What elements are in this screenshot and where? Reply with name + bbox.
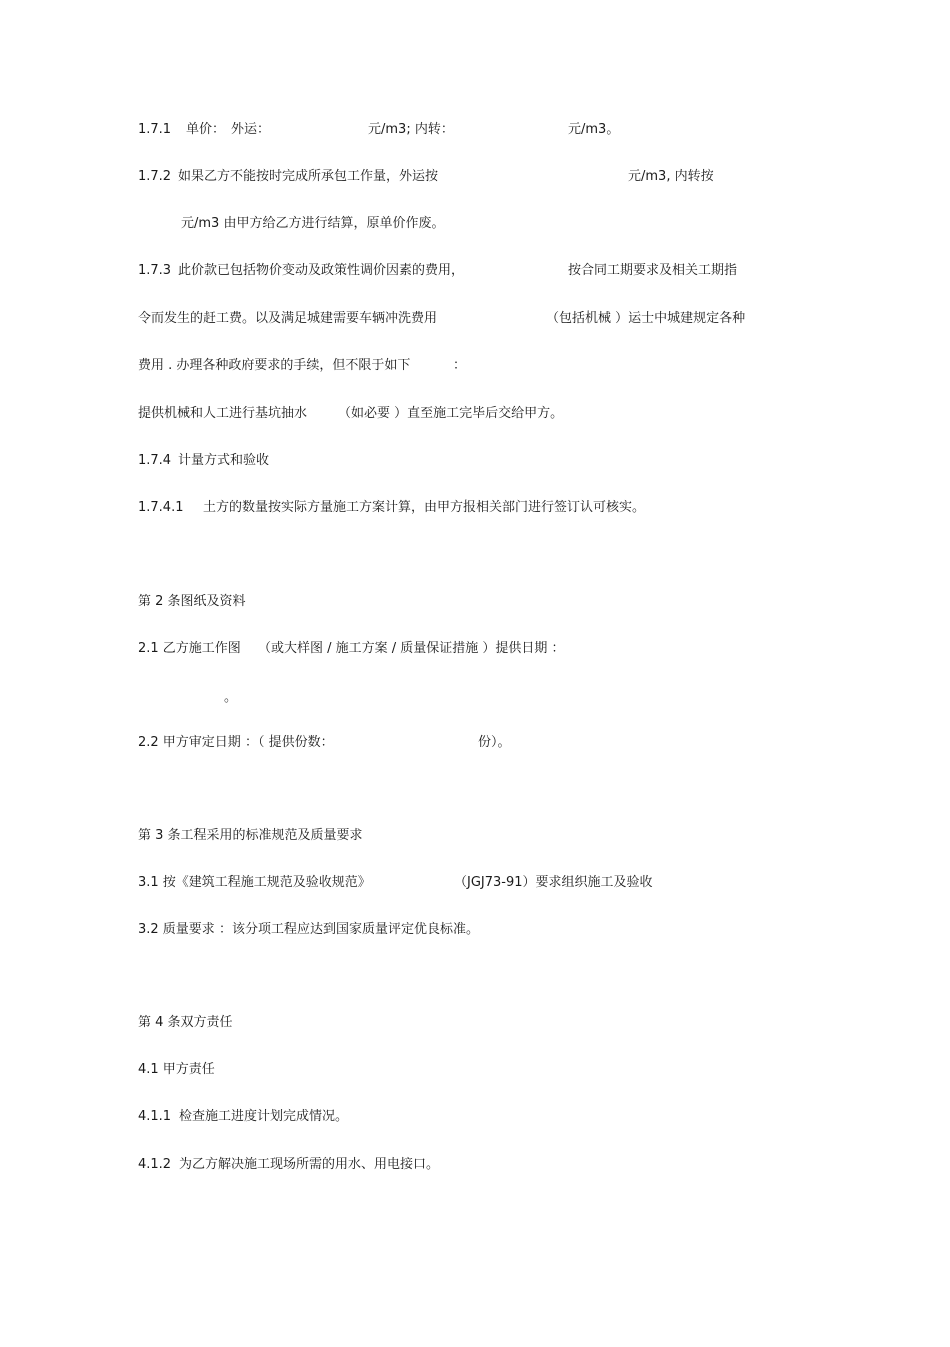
clause-text: 提供机械和人工进行基坑抽水 xyxy=(138,406,308,421)
article-heading: 第 2 条图纸及资料 xyxy=(138,594,246,609)
clause-number: 1.7.4 xyxy=(138,453,172,468)
clause-number: 1.7.2 xyxy=(138,169,172,184)
clause-text: （JGJ73-91）要求组织施工及验收 xyxy=(454,875,653,890)
clause-text: 费用 . 办理各种政府要求的手续，但不限于如下 xyxy=(138,358,411,373)
clause-text: 3.1 按《建筑工程施工规范及验收规范》 xyxy=(138,875,371,890)
clause-text: 单价： xyxy=(186,122,226,137)
clause-text: 2.1 乙方施工作图 xyxy=(138,641,241,656)
clause-text: 外运： xyxy=(231,122,271,137)
clause-text: 3.2 质量要求 ：该分项工程应达到国家质量评定优良标准。 xyxy=(138,922,479,937)
clause-text: 土方的数量按实际方量施工方案计算，由甲方报相关部门进行签订认可核实。 xyxy=(203,500,646,515)
clause-number: 4.1.2 xyxy=(138,1157,172,1172)
clause-text: 如果乙方不能按时完成所承包工作量，外运按 xyxy=(178,169,439,184)
clause-text: ： xyxy=(453,358,467,373)
clause-text: 检查施工进度计划完成情况。 xyxy=(179,1109,349,1124)
clause-number: 1.7.1 xyxy=(138,122,172,137)
clause-text: 2.2 甲方审定日期 ：（ 提供份数： xyxy=(138,735,334,750)
clause-text: （如必要 ）直至施工完毕后交给甲方。 xyxy=(338,406,564,421)
clause-text: 份）。 xyxy=(478,735,511,750)
clause-text: 按合同工期要求及相关工期指 xyxy=(568,263,738,278)
clause-text: （或大样图 / 施工方案 / 质量保证措施 ）提供日期 ： xyxy=(258,641,565,656)
clause-text: 令而发生的赶工费。以及满足城建需要车辆冲洗费用 xyxy=(138,311,438,326)
clause-text: 元/m3 由甲方给乙方进行结算，原单价作废。 xyxy=(181,216,445,231)
clause-text: （包括机械 ）运士中城建规定各种 xyxy=(546,311,746,326)
article-heading: 第 4 条双方责任 xyxy=(138,1015,233,1030)
clause-text: 4.1 甲方责任 xyxy=(138,1062,215,1077)
clause-number: 1.7.4.1 xyxy=(138,500,184,515)
clause-text: 。 xyxy=(224,690,238,705)
clause-text: 为乙方解决施工现场所需的用水、用电接口。 xyxy=(179,1157,440,1172)
clause-text: 元/m3, 内转按 xyxy=(628,169,714,184)
article-heading: 第 3 条工程采用的标准规范及质量要求 xyxy=(138,828,363,843)
clause-text: 元/m3; 内转： xyxy=(368,122,454,137)
clause-text: 元/m3。 xyxy=(568,122,620,137)
clause-number: 1.7.3 xyxy=(138,263,172,278)
clause-text: 计量方式和验收 xyxy=(178,453,270,468)
clause-text: 此价款已包括物价变动及政策性调价因素的费用， xyxy=(178,263,465,278)
clause-number: 4.1.1 xyxy=(138,1109,172,1124)
